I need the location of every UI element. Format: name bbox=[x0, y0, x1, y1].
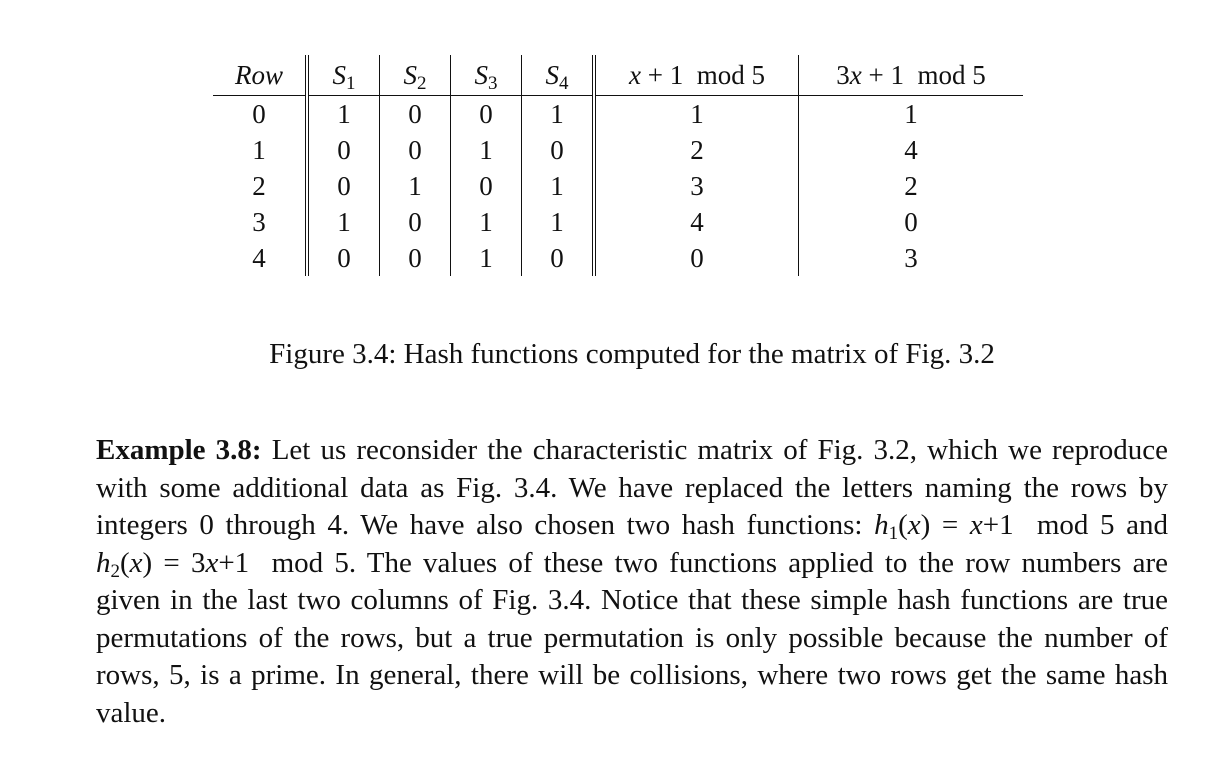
header-s4: $S_4$ bbox=[522, 55, 595, 96]
cell-h1-value: 3 bbox=[594, 168, 799, 204]
cell-s1: 1 bbox=[307, 204, 380, 240]
example-text-c: . The values of these two functions applied to the row numbers are given in the last two columns of Fig. 3.4. Notice that these simple hash functions are true permutations of the rows, but a true permutation is only possible because the number of rows, 5, is a prime. In general, there will be collisions, where two rows get the same hash value. bbox=[96, 546, 1168, 729]
cell-s1: 0 bbox=[307, 240, 380, 276]
header-s3: $S_3$ bbox=[451, 55, 522, 96]
cell-s3: 1 bbox=[451, 240, 522, 276]
table-header-row bbox=[213, 55, 1023, 96]
cell-s4: 1 bbox=[522, 168, 595, 204]
table-row bbox=[213, 240, 1023, 276]
cell-s3: 0 bbox=[451, 96, 522, 133]
cell-h2-value: 1 bbox=[904, 99, 918, 129]
figure-caption: Figure 3.4: Hash functions computed for the matrix of Fig. 3.2 bbox=[269, 338, 995, 370]
example-label: Example 3.8: bbox=[96, 434, 262, 466]
cell-s4: 1 bbox=[522, 96, 595, 133]
cell-s2: 0 bbox=[380, 132, 451, 168]
cell-s4: 0 bbox=[522, 132, 595, 168]
cell-h2-value: 3 bbox=[904, 243, 918, 273]
hash-function-table bbox=[213, 55, 1023, 276]
cell-s3: 1 bbox=[451, 204, 522, 240]
cell-s4: 0 bbox=[522, 240, 595, 276]
cell-s2: 1 bbox=[380, 168, 451, 204]
hash-function-h1: $h_1(x) = x+1$ mod 5 bbox=[874, 509, 1115, 544]
cell-h1-value: 0 bbox=[594, 240, 799, 276]
header-h1: x + 1 mod 5 bbox=[594, 55, 799, 96]
cell-s3: 1 bbox=[451, 132, 522, 168]
cell-s4: 1 bbox=[522, 204, 595, 240]
example-text-b: and bbox=[1114, 509, 1169, 541]
table-row bbox=[213, 132, 1023, 168]
cell-s2: 0 bbox=[380, 96, 451, 133]
header-s2: $S_2$ bbox=[380, 55, 451, 96]
example-text-a: Let us reconsider the characteristic matrix of Fig. 3.2, which we reproduce with some additional data as Fig. 3.4. We have replaced the letters naming the rows by integers 0 through 4. We have also chosen two hash functions: bbox=[96, 434, 1168, 541]
cell-s1: 1 bbox=[307, 96, 380, 133]
table-row bbox=[213, 204, 1023, 240]
cell-row-number: 3 bbox=[213, 204, 307, 240]
table-body bbox=[213, 96, 1023, 277]
header-row: Row bbox=[213, 55, 307, 96]
table-row bbox=[213, 168, 1023, 204]
cell-h1-value: 4 bbox=[594, 204, 799, 240]
header-h2: 3x + 1 mod 5 bbox=[799, 55, 1024, 96]
cell-h1-value: 2 bbox=[594, 132, 799, 168]
header-s1: $S_1$ bbox=[307, 55, 380, 96]
cell-s1: 0 bbox=[307, 168, 380, 204]
cell-s2: 0 bbox=[380, 204, 451, 240]
cell-h2-value: 0 bbox=[904, 207, 918, 237]
cell-h1-value: 1 bbox=[594, 96, 799, 133]
cell-s3: 0 bbox=[451, 168, 522, 204]
cell-s1: 0 bbox=[307, 132, 380, 168]
cell-row-number: 2 bbox=[213, 168, 307, 204]
example-paragraph bbox=[96, 432, 1168, 732]
cell-h2-value: 4 bbox=[904, 135, 918, 165]
table-row bbox=[213, 96, 1023, 133]
cell-row-number: 1 bbox=[213, 132, 307, 168]
hash-function-h2: $h_2(x) = 3x+1$ mod 5 bbox=[96, 546, 349, 582]
cell-s2: 0 bbox=[380, 240, 451, 276]
cell-row-number: 0 bbox=[213, 96, 307, 133]
cell-row-number: 4 bbox=[213, 240, 307, 276]
cell-h2-value: 2 bbox=[904, 171, 918, 201]
